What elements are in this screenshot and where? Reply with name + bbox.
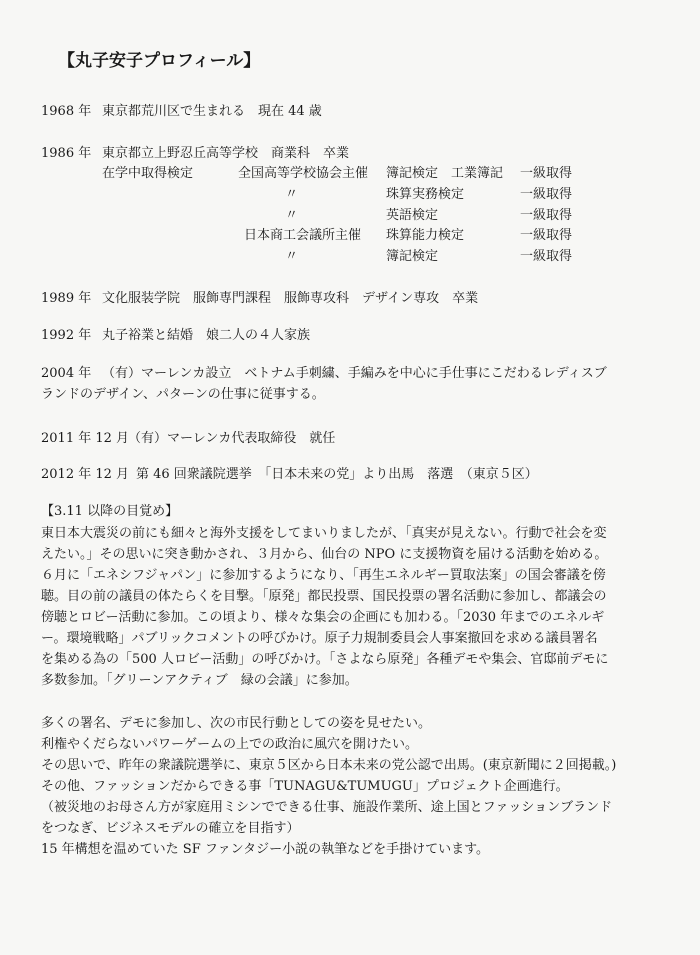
qual-exam: 簿記検定 工業簿記 bbox=[386, 166, 504, 181]
qual-org: 全国高等学校協会主催 bbox=[238, 166, 369, 181]
entry-1989: 文化服装学院 服飾専門課程 服飾専攻科 デザイン専攻 卒業 bbox=[102, 291, 479, 306]
paragraph-line: ６月に「エネシフジャパン」に参加するようになり、「再生エネルギー買取法案」の国会審議を傍 bbox=[41, 568, 606, 583]
year-2012: 2012 年 12 月 bbox=[41, 467, 130, 482]
entry-1986: 東京都立上野忍丘高等学校 商業科 卒業 bbox=[102, 146, 350, 161]
paragraph-line: 15 年構想を温めていた SF ファンタジー小説の執筆などを手掛けています。 bbox=[41, 842, 490, 857]
qual-grade: 一級取得 bbox=[520, 208, 573, 223]
qual-grade: 一級取得 bbox=[520, 166, 573, 181]
closing-paragraph bbox=[41, 713, 631, 860]
qual-grade: 一級取得 bbox=[520, 249, 573, 264]
qualification-label: 在学中取得検定 bbox=[102, 166, 194, 181]
qual-org: 日本商工会議所主催 bbox=[244, 228, 362, 243]
paragraph-line: 多数参加。「グリーンアクティブ 緑の会議」に参加。 bbox=[41, 673, 358, 688]
entry-2004-line1: （有）マーレンカ設立 ベトナム手刺繍、手編みを中心に手仕事にこだわるレディスブ bbox=[102, 366, 607, 381]
qual-grade: 一級取得 bbox=[520, 228, 573, 243]
qual-exam: 簿記検定 bbox=[386, 249, 439, 264]
paragraph-line: ー。環境戦略」パブリックコメントの呼びかけ。原子力規制委員会人事案撤回を求める議員署名 bbox=[41, 631, 598, 646]
paragraph-line: を集める為の「500 人ロビー活動」の呼びかけ。「さよなら原発」各種デモや集会、官邸前デモに bbox=[41, 652, 609, 667]
paragraph-line: 利権やくだらないパワーゲームの上での政治に風穴を開けたい。 bbox=[41, 737, 419, 752]
qual-exam: 英語検定 bbox=[386, 208, 439, 223]
year-1992: 1992 年 bbox=[41, 328, 92, 343]
awakening-heading: 【3.11 以降の目覚め】 bbox=[41, 504, 179, 519]
entry-2012: 第 46 回衆議院選挙 「日本未来の党」より出馬 落選 （東京５区） bbox=[136, 467, 538, 482]
paragraph-line: をつなぎ、ビジネスモデルの確立を目指す） bbox=[41, 821, 300, 836]
entry-1992: 丸子裕業と結婚 娘二人の４人家族 bbox=[102, 328, 311, 343]
entry-2011: （有）マーレンカ代表取締役 就任 bbox=[128, 431, 336, 446]
qual-org: 〃 bbox=[285, 249, 299, 264]
document-title: 【丸子安子プロフィール】 bbox=[58, 51, 261, 71]
year-2011: 2011 年 12 月 bbox=[41, 431, 130, 446]
awakening-paragraph bbox=[41, 523, 631, 691]
qual-exam: 珠算能力検定 bbox=[386, 228, 465, 243]
qual-grade: 一級取得 bbox=[520, 187, 573, 202]
entry-1968: 東京都荒川区で生まれる 現在 44 歳 bbox=[102, 104, 322, 119]
qual-exam: 珠算実務検定 bbox=[386, 187, 465, 202]
qual-org: 〃 bbox=[285, 208, 299, 223]
qual-org: 〃 bbox=[285, 187, 299, 202]
paragraph-line: その思いで、昨年の衆議院選挙に、東京５区から日本未来の党公認で出馬。(東京新聞に２回掲載。) bbox=[41, 758, 617, 773]
year-1989: 1989 年 bbox=[41, 291, 92, 306]
paragraph-line: 東日本大震災の前にも細々と海外支援をしてまいりましたが、「真実が見えない。行動で社会を変 bbox=[41, 526, 607, 541]
paragraph-line: （被災地のお母さん方が家庭用ミシンでできる仕事、施設作業所、途上国とファッションブランド bbox=[41, 800, 613, 815]
paragraph-line: 傍聴とロビー活動に参加。この頃より、様々な集会の企画にも加わる。「2030 年までのエネルギ bbox=[41, 610, 605, 625]
paragraph-line: 多くの署名、デモに参加し、次の市民行動としての姿を見せたい。 bbox=[41, 716, 432, 731]
year-1968: 1968 年 bbox=[41, 104, 92, 119]
paragraph-line: 聴。目の前の議員の体たらくを目撃。「原発」都民投票、国民投票の署名活動に参加し、都議会の bbox=[41, 589, 607, 604]
entry-2004-line2: ランドのデザイン、パターンの仕事に従事する。 bbox=[41, 387, 325, 402]
year-2004: 2004 年 bbox=[41, 366, 92, 381]
paragraph-line: その他、ファッションだからできる事「TUNAGU&TUMUGU」プロジェクト企画進行。 bbox=[41, 779, 569, 794]
year-1986: 1986 年 bbox=[41, 146, 92, 161]
paragraph-line: えたい。」その思いに突き動かされ、３月から、仙台の NPO に支援物資を届ける活動を始める。 bbox=[41, 547, 608, 562]
